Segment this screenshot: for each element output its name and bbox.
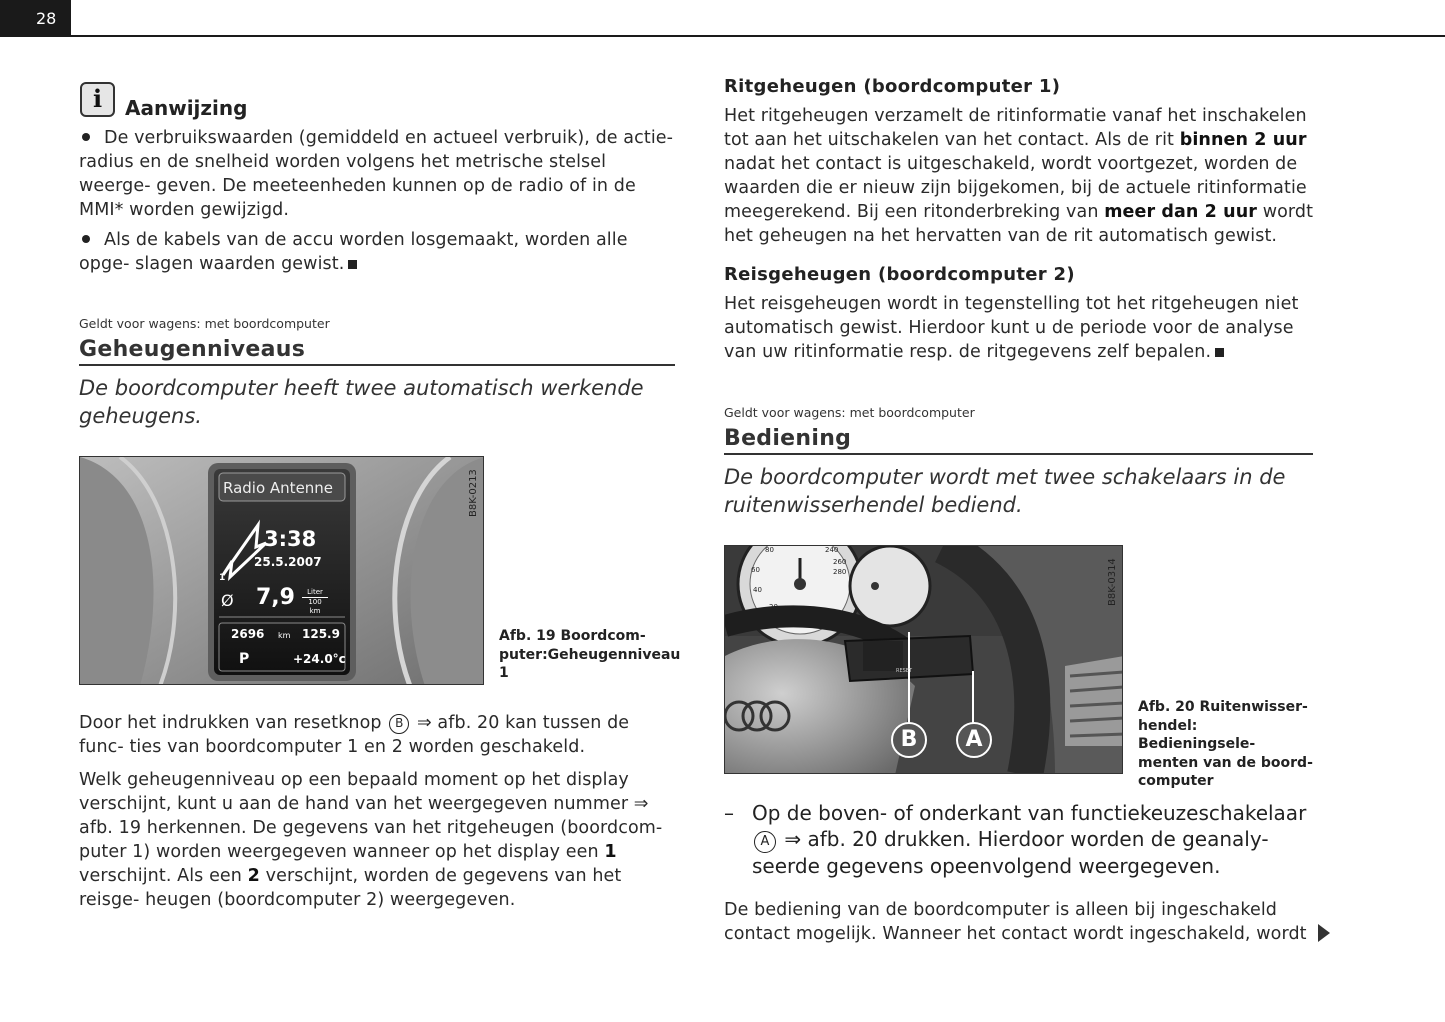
note-bullet xyxy=(79,126,679,222)
paragraph xyxy=(79,711,679,759)
bold-number: 2 xyxy=(247,866,260,886)
gauge-label: 20 xyxy=(769,603,778,611)
subsection-title: Reisgeheugen (boordcomputer 2) xyxy=(724,264,1075,285)
para-text: nadat het contact is uitgeschakeld, wordt voortgezet, worden de waarden die er nieuw zijn bijgekomen, bij de actuele ritinformatie meegerekend. Bij een ritonderbreking van xyxy=(724,154,1307,222)
gauge-label: 260 xyxy=(833,558,847,566)
display-station: Radio Antenne xyxy=(223,479,334,497)
section-lead: De boordcomputer wordt met twee schakelaars in de ruitenwisserhendel bediend. xyxy=(724,465,1286,517)
button-b-symbol: B xyxy=(389,714,409,734)
display-avg-symbol: Ø xyxy=(221,591,234,610)
button-a-symbol: A xyxy=(754,831,776,853)
note-bullet-text: De verbruikswaarden (gemiddeld en actueel verbruik), de actie- radius en de snelheid worden volgens het metrische stelsel weerge- geven. De meeteenheden kunnen op de radio of in de MMI* worden gewijzigd. xyxy=(79,128,674,220)
note-title: Aanwijzing xyxy=(125,96,248,120)
display-time: 3:38 xyxy=(264,527,317,551)
bold-number: 1 xyxy=(604,842,617,862)
reset-label: RESET xyxy=(896,668,913,674)
display-unit xyxy=(302,588,328,616)
callout-b: B xyxy=(891,722,927,758)
note-bullet-text: Als de kabels van de accu worden losgemaakt, worden alle opge- slagen waarden gewist. xyxy=(79,230,628,274)
section-rule xyxy=(79,364,675,366)
continue-arrow-icon xyxy=(1318,924,1330,942)
para-text: wordt het geheugen na het hervatten van de rit automatisch gewist. xyxy=(724,202,1314,246)
gauge-label: 240 xyxy=(825,546,839,554)
gauge-label: 280 xyxy=(833,568,847,576)
paragraph xyxy=(724,292,1314,364)
applies-note: Geldt voor wagens: met boordcomputer xyxy=(724,405,975,420)
section-lead: De boordcomputer heeft twee automatisch werkende geheugens. xyxy=(79,376,644,428)
end-mark xyxy=(348,260,357,269)
bullet-dot xyxy=(82,235,90,243)
display-memory-number: 1 xyxy=(219,573,226,583)
subsection-title: Ritgeheugen (boordcomputer 1) xyxy=(724,76,1061,97)
section-title: Bediening xyxy=(724,426,852,451)
info-icon: i xyxy=(80,82,115,117)
para-text: verschijnt. Als een xyxy=(79,866,242,886)
para-text: Door het indrukken van resetknop xyxy=(79,713,382,733)
instruction-step xyxy=(752,800,1312,879)
display-gear: P xyxy=(239,651,250,667)
bold-phrase: binnen 2 uur xyxy=(1179,130,1307,150)
display-temp: +24.0°c xyxy=(293,652,346,666)
figure-code: B8K-0213 xyxy=(468,469,479,517)
paragraph xyxy=(79,768,679,912)
figure-caption: Afb. 19 Boordcom- puter:Geheugenniveau 1 xyxy=(499,628,681,681)
bullet-dot xyxy=(82,133,90,141)
gauge-label: 60 xyxy=(751,566,760,574)
display-odometer: 2696 xyxy=(231,627,265,641)
header-rule xyxy=(71,35,1445,37)
end-mark xyxy=(1215,348,1224,357)
section-rule xyxy=(724,453,1313,455)
figure-19 xyxy=(79,456,484,685)
para-text: Het ritgeheugen verzamelt de ritinformatie vanaf het inschakelen tot aan het uitschakelen van het contact. Als de rit xyxy=(724,106,1307,150)
para-text: ⇒ afb. 20 kan tussen de func- ties van boordcomputer 1 en 2 worden geschakeld. xyxy=(79,713,630,757)
gauge-label: 80 xyxy=(765,546,774,554)
section-title: Geheugenniveaus xyxy=(79,337,306,362)
display-unit-top: Liter xyxy=(302,588,328,598)
display-unit-bottom: 100 km xyxy=(308,598,322,615)
display-date: 25.5.2007 xyxy=(254,555,322,569)
applies-note: Geldt voor wagens: met boordcomputer xyxy=(79,316,330,331)
bold-phrase: meer dan 2 uur xyxy=(1104,202,1258,222)
display-trip: 125.9 xyxy=(302,627,340,641)
para-text: Het reisgeheugen wordt in tegenstelling tot het ritgeheugen niet automatisch gewist. Hierdoor kunt u de periode voor de analyse van uw ritinformatie resp. de ritgegevens zelf bepalen. xyxy=(724,294,1299,362)
display-odo-unit: km xyxy=(278,631,291,640)
note-bullet xyxy=(79,228,679,276)
page-number: 28 xyxy=(0,0,71,37)
figure-code: B8K-0314 xyxy=(1107,558,1118,606)
figure-20 xyxy=(724,545,1123,774)
instruction-text: ⇒ afb. 20 drukken. Hierdoor worden de geanaly- seerde gegevens opeenvolgend weergegeven. xyxy=(752,827,1269,878)
instruction-text: Op de boven- of onderkant van functiekeuzeschakelaar xyxy=(752,801,1307,825)
para-text: Welk geheugenniveau op een bepaald moment op het display verschijnt, kunt u aan de hand van het weergegeven nummer ⇒ afb. 19 herkennen. De gegevens van het ritgeheugen (boordcom- puter 1) worden weergegeven wanneer op het display een xyxy=(79,770,663,862)
display-consumption: 7,9 xyxy=(256,585,295,610)
paragraph xyxy=(724,104,1314,248)
paragraph: De bediening van de boordcomputer is alleen bij ingeschakeld contact mogelijk. Wanneer het contact wordt ingeschakeld, wordt xyxy=(724,900,1307,944)
callout-a: A xyxy=(956,722,992,758)
gauge-label: 40 xyxy=(753,586,762,594)
para-text: verschijnt, worden de gegevens van het reisge- heugen (boordcomputer 2) weergegeven. xyxy=(79,866,622,910)
figure-caption: Afb. 20 Ruitenwisser- hendel: Bedieningsele- menten van de boord- computer xyxy=(1138,699,1313,789)
step-dash: – xyxy=(724,801,734,825)
